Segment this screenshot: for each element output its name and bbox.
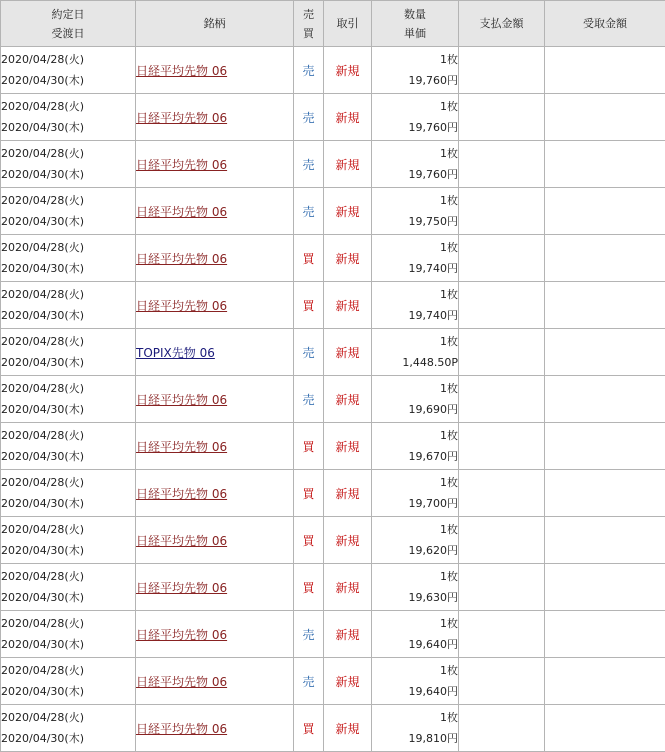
quantity: 1枚 bbox=[372, 96, 458, 117]
receive-amount-cell bbox=[545, 517, 665, 564]
instrument-link[interactable]: TOPIX先物 06 bbox=[136, 346, 215, 360]
receive-amount-cell bbox=[545, 470, 665, 517]
trade-type-label: 新規 bbox=[335, 158, 359, 172]
unit-price: 19,630円 bbox=[372, 587, 458, 608]
side-label: 買 bbox=[302, 252, 314, 266]
table-row bbox=[1, 658, 665, 705]
qty-cell bbox=[372, 235, 459, 282]
instrument-link[interactable]: 日経平均先物 06 bbox=[136, 299, 227, 313]
qty-cell bbox=[372, 376, 459, 423]
qty-cell bbox=[372, 611, 459, 658]
name-cell bbox=[136, 564, 294, 611]
qty-cell bbox=[372, 705, 459, 752]
settle-date: 2020/04/30(木) bbox=[1, 258, 135, 279]
pay-amount-cell bbox=[459, 423, 545, 470]
type-cell bbox=[324, 47, 372, 94]
trade-type-label: 新規 bbox=[335, 534, 359, 548]
name-cell bbox=[136, 47, 294, 94]
trade-type-label: 新規 bbox=[335, 346, 359, 360]
side-cell bbox=[294, 611, 324, 658]
side-cell bbox=[294, 705, 324, 752]
qty-cell bbox=[372, 564, 459, 611]
settle-date: 2020/04/30(木) bbox=[1, 587, 135, 608]
date-cell bbox=[1, 235, 136, 282]
quantity: 1枚 bbox=[372, 707, 458, 728]
header-side-sell: 売 bbox=[294, 5, 323, 24]
unit-price: 19,670円 bbox=[372, 446, 458, 467]
qty-cell bbox=[372, 517, 459, 564]
name-cell bbox=[136, 94, 294, 141]
name-cell bbox=[136, 188, 294, 235]
type-cell bbox=[324, 188, 372, 235]
table-row bbox=[1, 282, 665, 329]
header-pay: 支払金額 bbox=[459, 1, 545, 47]
table-row bbox=[1, 188, 665, 235]
name-cell bbox=[136, 470, 294, 517]
receive-amount-cell bbox=[545, 376, 665, 423]
unit-price: 19,740円 bbox=[372, 305, 458, 326]
unit-price: 19,640円 bbox=[372, 681, 458, 702]
instrument-link[interactable]: 日経平均先物 06 bbox=[136, 252, 227, 266]
date-cell bbox=[1, 282, 136, 329]
table-row bbox=[1, 329, 665, 376]
pay-amount-cell bbox=[459, 376, 545, 423]
date-cell bbox=[1, 94, 136, 141]
unit-price: 19,760円 bbox=[372, 117, 458, 138]
name-cell bbox=[136, 423, 294, 470]
pay-amount-cell bbox=[459, 282, 545, 329]
pay-amount-cell bbox=[459, 564, 545, 611]
type-cell bbox=[324, 141, 372, 188]
settle-date: 2020/04/30(木) bbox=[1, 164, 135, 185]
name-cell bbox=[136, 235, 294, 282]
type-cell bbox=[324, 423, 372, 470]
receive-amount-cell bbox=[545, 658, 665, 705]
header-side-buy: 買 bbox=[294, 24, 323, 43]
side-cell bbox=[294, 188, 324, 235]
trade-type-label: 新規 bbox=[335, 722, 359, 736]
settle-date: 2020/04/30(木) bbox=[1, 728, 135, 749]
quantity: 1枚 bbox=[372, 566, 458, 587]
date-cell bbox=[1, 517, 136, 564]
unit-price: 19,810円 bbox=[372, 728, 458, 749]
instrument-link[interactable]: 日経平均先物 06 bbox=[136, 534, 227, 548]
side-label: 買 bbox=[302, 299, 314, 313]
receive-amount-cell bbox=[545, 705, 665, 752]
table-row bbox=[1, 611, 665, 658]
quantity: 1枚 bbox=[372, 425, 458, 446]
side-label: 売 bbox=[302, 346, 314, 360]
trade-type-label: 新規 bbox=[335, 628, 359, 642]
receive-amount-cell bbox=[545, 94, 665, 141]
pay-amount-cell bbox=[459, 705, 545, 752]
table-row bbox=[1, 376, 665, 423]
trade-date: 2020/04/28(火) bbox=[1, 96, 135, 117]
receive-amount-cell bbox=[545, 564, 665, 611]
unit-price: 19,740円 bbox=[372, 258, 458, 279]
type-cell bbox=[324, 329, 372, 376]
trade-type-label: 新規 bbox=[335, 581, 359, 595]
date-cell bbox=[1, 611, 136, 658]
trade-date: 2020/04/28(火) bbox=[1, 49, 135, 70]
trade-date: 2020/04/28(火) bbox=[1, 237, 135, 258]
type-cell bbox=[324, 376, 372, 423]
qty-cell bbox=[372, 141, 459, 188]
settle-date: 2020/04/30(木) bbox=[1, 446, 135, 467]
unit-price: 19,640円 bbox=[372, 634, 458, 655]
side-cell bbox=[294, 376, 324, 423]
date-cell bbox=[1, 564, 136, 611]
trade-type-label: 新規 bbox=[335, 252, 359, 266]
side-label: 売 bbox=[302, 205, 314, 219]
table-row bbox=[1, 94, 665, 141]
type-cell bbox=[324, 282, 372, 329]
side-label: 売 bbox=[302, 64, 314, 78]
instrument-link[interactable]: 日経平均先物 06 bbox=[136, 487, 227, 501]
pay-amount-cell bbox=[459, 235, 545, 282]
type-cell bbox=[324, 517, 372, 564]
settle-date: 2020/04/30(木) bbox=[1, 211, 135, 232]
pay-amount-cell bbox=[459, 141, 545, 188]
trade-type-label: 新規 bbox=[335, 675, 359, 689]
header-qty bbox=[372, 1, 459, 47]
qty-cell bbox=[372, 47, 459, 94]
qty-cell bbox=[372, 470, 459, 517]
trade-date: 2020/04/28(火) bbox=[1, 472, 135, 493]
quantity: 1枚 bbox=[372, 237, 458, 258]
settle-date: 2020/04/30(木) bbox=[1, 493, 135, 514]
qty-cell bbox=[372, 282, 459, 329]
type-cell bbox=[324, 235, 372, 282]
pay-amount-cell bbox=[459, 329, 545, 376]
date-cell bbox=[1, 329, 136, 376]
instrument-link[interactable]: 日経平均先物 06 bbox=[136, 722, 227, 736]
side-label: 買 bbox=[302, 534, 314, 548]
name-cell bbox=[136, 282, 294, 329]
trade-date: 2020/04/28(火) bbox=[1, 519, 135, 540]
side-label: 売 bbox=[302, 111, 314, 125]
header-name: 銘柄 bbox=[136, 1, 294, 47]
pay-amount-cell bbox=[459, 47, 545, 94]
trade-type-label: 新規 bbox=[335, 64, 359, 78]
side-cell bbox=[294, 235, 324, 282]
trade-date: 2020/04/28(火) bbox=[1, 566, 135, 587]
date-cell bbox=[1, 188, 136, 235]
header-trade-date: 約定日 bbox=[1, 5, 135, 24]
settle-date: 2020/04/30(木) bbox=[1, 352, 135, 373]
quantity: 1枚 bbox=[372, 378, 458, 399]
trade-type-label: 新規 bbox=[335, 393, 359, 407]
date-cell bbox=[1, 376, 136, 423]
table-row bbox=[1, 705, 665, 752]
side-label: 売 bbox=[302, 628, 314, 642]
qty-cell bbox=[372, 329, 459, 376]
name-cell bbox=[136, 611, 294, 658]
type-cell bbox=[324, 470, 372, 517]
receive-amount-cell bbox=[545, 188, 665, 235]
instrument-link[interactable]: 日経平均先物 06 bbox=[136, 64, 227, 78]
instrument-link[interactable]: 日経平均先物 06 bbox=[136, 581, 227, 595]
side-label: 買 bbox=[302, 487, 314, 501]
trade-date: 2020/04/28(火) bbox=[1, 660, 135, 681]
pay-amount-cell bbox=[459, 94, 545, 141]
side-label: 売 bbox=[302, 393, 314, 407]
unit-price: 19,700円 bbox=[372, 493, 458, 514]
settle-date: 2020/04/30(木) bbox=[1, 399, 135, 420]
settle-date: 2020/04/30(木) bbox=[1, 681, 135, 702]
name-cell bbox=[136, 329, 294, 376]
trade-type-label: 新規 bbox=[335, 111, 359, 125]
type-cell bbox=[324, 94, 372, 141]
table-body bbox=[1, 47, 665, 752]
type-cell bbox=[324, 658, 372, 705]
receive-amount-cell bbox=[545, 235, 665, 282]
quantity: 1枚 bbox=[372, 519, 458, 540]
settle-date: 2020/04/30(木) bbox=[1, 540, 135, 561]
table-row bbox=[1, 47, 665, 94]
pay-amount-cell bbox=[459, 658, 545, 705]
table-row bbox=[1, 470, 665, 517]
table-row bbox=[1, 141, 665, 188]
qty-cell bbox=[372, 188, 459, 235]
header-unit-price: 単価 bbox=[372, 24, 458, 43]
settle-date: 2020/04/30(木) bbox=[1, 117, 135, 138]
date-cell bbox=[1, 423, 136, 470]
quantity: 1枚 bbox=[372, 284, 458, 305]
pay-amount-cell bbox=[459, 517, 545, 564]
quantity: 1枚 bbox=[372, 660, 458, 681]
qty-cell bbox=[372, 423, 459, 470]
name-cell bbox=[136, 705, 294, 752]
receive-amount-cell bbox=[545, 423, 665, 470]
table-row bbox=[1, 423, 665, 470]
name-cell bbox=[136, 658, 294, 705]
instrument-link[interactable]: 日経平均先物 06 bbox=[136, 111, 227, 125]
receive-amount-cell bbox=[545, 282, 665, 329]
unit-price: 19,760円 bbox=[372, 70, 458, 91]
settle-date: 2020/04/30(木) bbox=[1, 634, 135, 655]
date-cell bbox=[1, 470, 136, 517]
pay-amount-cell bbox=[459, 611, 545, 658]
type-cell bbox=[324, 611, 372, 658]
type-cell bbox=[324, 564, 372, 611]
side-label: 買 bbox=[302, 440, 314, 454]
header-quantity: 数量 bbox=[372, 5, 458, 24]
receive-amount-cell bbox=[545, 141, 665, 188]
instrument-link[interactable]: 日経平均先物 06 bbox=[136, 675, 227, 689]
trade-date: 2020/04/28(火) bbox=[1, 378, 135, 399]
instrument-link[interactable]: 日経平均先物 06 bbox=[136, 440, 227, 454]
side-label: 買 bbox=[302, 722, 314, 736]
side-cell bbox=[294, 141, 324, 188]
instrument-link[interactable]: 日経平均先物 06 bbox=[136, 158, 227, 172]
date-cell bbox=[1, 141, 136, 188]
receive-amount-cell bbox=[545, 47, 665, 94]
pay-amount-cell bbox=[459, 188, 545, 235]
receive-amount-cell bbox=[545, 329, 665, 376]
quantity: 1枚 bbox=[372, 613, 458, 634]
pay-amount-cell bbox=[459, 470, 545, 517]
type-cell bbox=[324, 705, 372, 752]
trade-type-label: 新規 bbox=[335, 299, 359, 313]
date-cell bbox=[1, 705, 136, 752]
trade-date: 2020/04/28(火) bbox=[1, 190, 135, 211]
trade-date: 2020/04/28(火) bbox=[1, 284, 135, 305]
side-cell bbox=[294, 564, 324, 611]
side-cell bbox=[294, 47, 324, 94]
qty-cell bbox=[372, 658, 459, 705]
trade-date: 2020/04/28(火) bbox=[1, 143, 135, 164]
quantity: 1枚 bbox=[372, 472, 458, 493]
side-cell bbox=[294, 94, 324, 141]
settle-date: 2020/04/30(木) bbox=[1, 305, 135, 326]
date-cell bbox=[1, 658, 136, 705]
trade-date: 2020/04/28(火) bbox=[1, 613, 135, 634]
side-cell bbox=[294, 517, 324, 564]
quantity: 1枚 bbox=[372, 143, 458, 164]
header-type: 取引 bbox=[324, 1, 372, 47]
unit-price: 19,760円 bbox=[372, 164, 458, 185]
header-date bbox=[1, 1, 136, 47]
trade-date: 2020/04/28(火) bbox=[1, 331, 135, 352]
side-cell bbox=[294, 423, 324, 470]
date-cell bbox=[1, 47, 136, 94]
settle-date: 2020/04/30(木) bbox=[1, 70, 135, 91]
side-label: 売 bbox=[302, 675, 314, 689]
side-cell bbox=[294, 658, 324, 705]
side-cell bbox=[294, 282, 324, 329]
name-cell bbox=[136, 517, 294, 564]
trade-date: 2020/04/28(火) bbox=[1, 707, 135, 728]
instrument-link[interactable]: 日経平均先物 06 bbox=[136, 393, 227, 407]
quantity: 1枚 bbox=[372, 49, 458, 70]
table-row bbox=[1, 517, 665, 564]
name-cell bbox=[136, 376, 294, 423]
trade-type-label: 新規 bbox=[335, 440, 359, 454]
header-receive: 受取金額 bbox=[545, 1, 665, 47]
unit-price: 1,448.50P bbox=[372, 352, 458, 373]
side-cell bbox=[294, 329, 324, 376]
trade-date: 2020/04/28(火) bbox=[1, 425, 135, 446]
side-label: 売 bbox=[302, 158, 314, 172]
trade-type-label: 新規 bbox=[335, 205, 359, 219]
table-row bbox=[1, 564, 665, 611]
side-label: 買 bbox=[302, 581, 314, 595]
receive-amount-cell bbox=[545, 611, 665, 658]
unit-price: 19,620円 bbox=[372, 540, 458, 561]
instrument-link[interactable]: 日経平均先物 06 bbox=[136, 205, 227, 219]
unit-price: 19,690円 bbox=[372, 399, 458, 420]
name-cell bbox=[136, 141, 294, 188]
table-row bbox=[1, 235, 665, 282]
quantity: 1枚 bbox=[372, 190, 458, 211]
header-settle-date: 受渡日 bbox=[1, 24, 135, 43]
side-cell bbox=[294, 470, 324, 517]
table-header-row bbox=[1, 1, 665, 47]
qty-cell bbox=[372, 94, 459, 141]
trade-type-label: 新規 bbox=[335, 487, 359, 501]
unit-price: 19,750円 bbox=[372, 211, 458, 232]
quantity: 1枚 bbox=[372, 331, 458, 352]
header-side bbox=[294, 1, 324, 47]
instrument-link[interactable]: 日経平均先物 06 bbox=[136, 628, 227, 642]
